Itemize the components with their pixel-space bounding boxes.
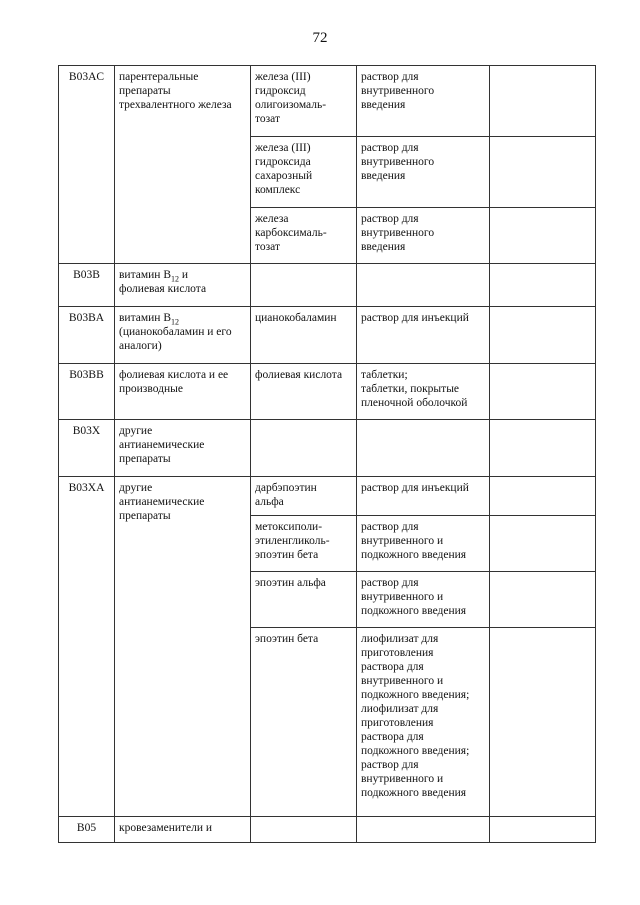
substance-text: железа (III) [255, 142, 311, 154]
table-row [59, 817, 596, 843]
group-text: фолиевая кислота [119, 283, 207, 295]
substance-cell [251, 477, 357, 516]
form-cell [357, 477, 490, 516]
form-text: внутривенного [361, 85, 435, 97]
substance-text: дарбэпоэтин [255, 482, 317, 494]
substance-cell [251, 66, 357, 137]
table-row [59, 264, 596, 307]
form-text: лиофилизат для [361, 633, 439, 645]
form-text: введения [361, 99, 406, 111]
extra-cell [490, 364, 596, 420]
substance-text: эпоэтин бета [255, 633, 319, 645]
form-text: подкожного введения; [361, 745, 470, 757]
atc-code-cell: B03X [59, 420, 115, 477]
extra-cell [490, 817, 596, 843]
form-text: лиофилизат для [361, 703, 439, 715]
extra-cell [490, 628, 596, 817]
substance-text: железа (III) [255, 71, 311, 83]
group-text: препараты [119, 510, 171, 522]
group-text: кровезаменители и [119, 822, 213, 834]
substance-text: альфа [255, 496, 284, 508]
form-text: раствор для [361, 577, 419, 589]
form-cell [357, 137, 490, 208]
substance-text: эпоэтин альфа [255, 577, 326, 589]
form-text: раствор для [361, 759, 419, 771]
form-cell [357, 66, 490, 137]
form-text: пленочной оболочкой [361, 397, 468, 409]
substance-cell [251, 572, 357, 628]
substance-cell [251, 364, 357, 420]
form-text: раствор для [361, 142, 419, 154]
substance-text: фолиевая кислота [255, 369, 343, 381]
form-text: введения [361, 241, 406, 253]
form-cell [357, 208, 490, 264]
extra-cell [490, 208, 596, 264]
form-text: внутривенного и [361, 535, 444, 547]
substance-text: гидроксида [255, 156, 311, 168]
form-cell [357, 817, 490, 843]
form-text: внутривенного и [361, 675, 444, 687]
group-cell [115, 264, 251, 307]
table-row [59, 66, 596, 137]
substance-text: тозат [255, 241, 280, 253]
form-text: раствора для [361, 731, 424, 743]
substance-cell [251, 307, 357, 364]
form-text: раствор для [361, 71, 419, 83]
form-text: таблетки, покрытые [361, 383, 460, 395]
substance-text: железа [255, 213, 289, 225]
group-text: аналоги) [119, 340, 162, 352]
form-text: внутривенного [361, 227, 435, 239]
group-text: фолиевая кислота и ее [119, 369, 229, 381]
atc-code-cell: B03XA [59, 477, 115, 817]
substance-text: гидроксид [255, 85, 306, 97]
atc-code-cell: B03AC [59, 66, 115, 264]
form-cell [357, 572, 490, 628]
page-number: 72 [312, 30, 328, 46]
extra-cell [490, 516, 596, 572]
group-text: производные [119, 383, 183, 395]
extra-cell [490, 420, 596, 477]
form-text: раствор для [361, 213, 419, 225]
substance-text: олигоизомаль- [255, 99, 327, 111]
substance-text: метоксиполи- [255, 521, 323, 533]
atc-code-cell: B03BB [59, 364, 115, 420]
form-cell [357, 516, 490, 572]
substance-cell [251, 264, 357, 307]
group-cell [115, 817, 251, 843]
group-cell [115, 420, 251, 477]
table-row [59, 420, 596, 477]
form-text: введения [361, 170, 406, 182]
form-text: раствора для [361, 661, 424, 673]
substance-text: тозат [255, 113, 280, 125]
substance-cell [251, 137, 357, 208]
form-cell [357, 420, 490, 477]
form-text: приготовления [361, 717, 434, 729]
group-cell [115, 364, 251, 420]
extra-cell [490, 572, 596, 628]
form-cell [357, 364, 490, 420]
extra-cell [490, 477, 596, 516]
group-text: витамин $B_{12}$ [119, 312, 179, 327]
substance-text: эпоэтин бета [255, 549, 319, 561]
extra-cell [490, 137, 596, 208]
substance-cell [251, 208, 357, 264]
form-text: подкожного введения [361, 605, 467, 617]
substance-text: цианокобаламин [255, 312, 337, 324]
form-text: подкожного введения [361, 549, 467, 561]
group-text: трехвалентного железа [119, 99, 232, 111]
substance-cell [251, 817, 357, 843]
group-text: (цианокобаламин и его [119, 326, 232, 338]
table-row [59, 477, 596, 516]
group-cell [115, 307, 251, 364]
form-text: раствор для инъекций [361, 312, 469, 324]
form-text: подкожного введения; [361, 689, 470, 701]
form-text: внутривенного [361, 156, 435, 168]
extra-cell [490, 264, 596, 307]
form-text: приготовления [361, 647, 434, 659]
group-cell [115, 66, 251, 264]
drug-table [58, 65, 596, 843]
substance-text: этиленгликоль- [255, 535, 330, 547]
group-text: витамин $B_{12}$ и [119, 269, 189, 284]
table-row [59, 307, 596, 364]
atc-code-cell: B05 [59, 817, 115, 843]
substance-text: сахарозный [255, 170, 313, 182]
substance-cell [251, 516, 357, 572]
form-text: раствор для инъекций [361, 482, 469, 494]
substance-cell [251, 420, 357, 477]
atc-code-cell: B03B [59, 264, 115, 307]
form-text: внутривенного и [361, 773, 444, 785]
form-cell [357, 264, 490, 307]
substance-cell [251, 628, 357, 817]
form-text: раствор для [361, 521, 419, 533]
atc-code-cell: B03BA [59, 307, 115, 364]
group-text: препараты [119, 85, 171, 97]
group-text: парентеральные [119, 71, 199, 83]
group-text: другие [119, 482, 153, 494]
substance-text: карбоксималь- [255, 227, 327, 239]
extra-cell [490, 66, 596, 137]
form-cell [357, 307, 490, 364]
form-text: таблетки; [361, 369, 408, 381]
group-text: антианемические [119, 496, 205, 508]
form-cell [357, 628, 490, 817]
group-text: другие [119, 425, 153, 437]
table-row [59, 364, 596, 420]
group-cell [115, 477, 251, 817]
group-text: препараты [119, 453, 171, 465]
form-text: подкожного введения [361, 787, 467, 799]
extra-cell [490, 307, 596, 364]
substance-text: комплекс [255, 184, 301, 196]
form-text: внутривенного и [361, 591, 444, 603]
group-text: антианемические [119, 439, 205, 451]
